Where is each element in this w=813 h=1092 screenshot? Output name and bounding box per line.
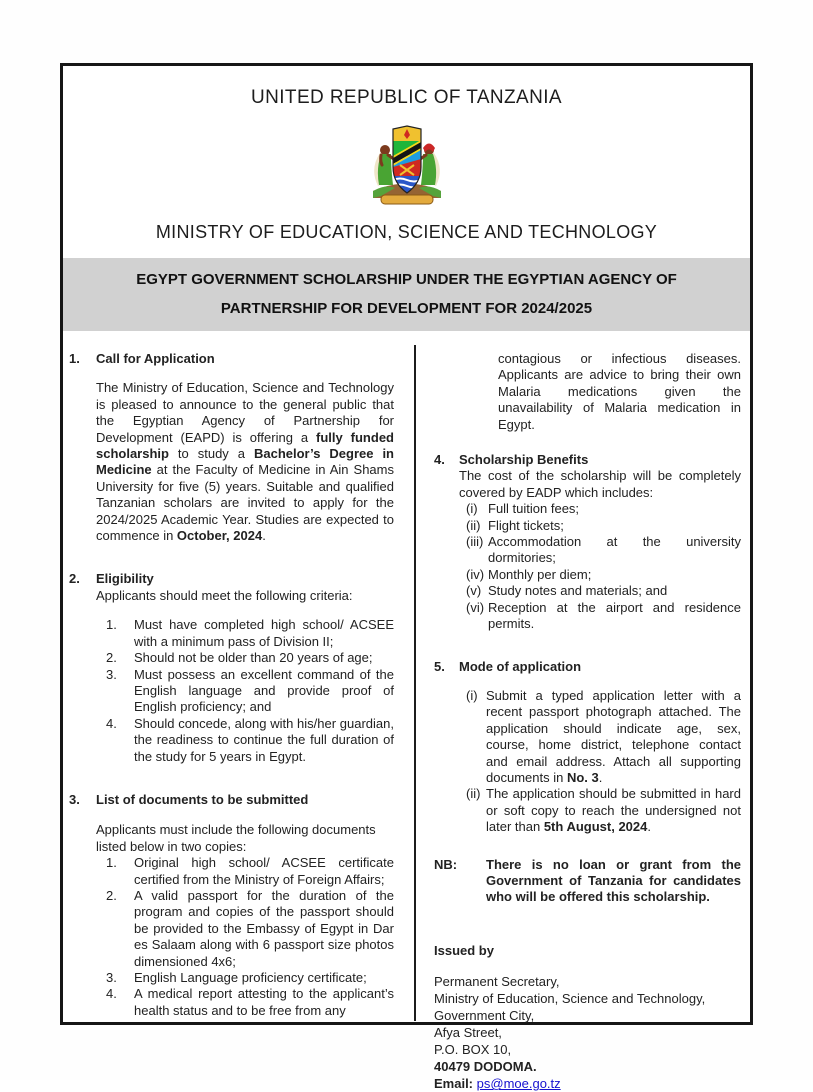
section-5-title: Mode of application bbox=[459, 658, 582, 674]
email-line bbox=[434, 1075, 741, 1092]
tanzania-coat-of-arms-icon bbox=[367, 121, 447, 207]
section-4-heading bbox=[434, 452, 741, 468]
list-item bbox=[466, 600, 741, 633]
section-2-heading bbox=[69, 571, 394, 587]
address-line: Afya Street, bbox=[434, 1025, 502, 1041]
section-1-heading bbox=[69, 351, 394, 367]
list-item bbox=[106, 650, 394, 666]
section-5-heading bbox=[434, 659, 741, 675]
item-number: (iv) bbox=[466, 566, 485, 582]
item-number: 1. bbox=[106, 617, 117, 633]
item-text: Must have completed high school/ ACSEE with a minimum pass of Division II; bbox=[134, 617, 394, 649]
item-text: Accommodation at the university dormitories; bbox=[488, 534, 741, 566]
eligibility-list bbox=[69, 617, 394, 765]
ministry-title: MINISTRY OF EDUCATION, SCIENCE AND TECHNOLOGY bbox=[155, 222, 658, 242]
list-item bbox=[106, 888, 394, 970]
section-4-number: 4. bbox=[434, 452, 445, 468]
item-number: 3. bbox=[106, 666, 117, 682]
item-number: 4. bbox=[106, 715, 117, 731]
item-text: Study notes and materials; and bbox=[488, 583, 668, 599]
item-number: 1. bbox=[106, 855, 117, 871]
item-number: (ii) bbox=[466, 517, 481, 533]
list-item bbox=[106, 970, 394, 986]
left-column bbox=[63, 345, 414, 1029]
section-2-intro: Applicants should meet the following criteria: bbox=[96, 587, 353, 603]
item-number: 4. bbox=[106, 986, 117, 1002]
address-line: Government City, bbox=[434, 1008, 535, 1024]
list-item bbox=[106, 667, 394, 716]
item-number: 2. bbox=[106, 650, 117, 666]
address-line: P.O. BOX 10, bbox=[434, 1042, 512, 1058]
section-2-title: Eligibility bbox=[96, 571, 154, 587]
item-text: Full tuition fees; bbox=[488, 501, 580, 517]
country-title: UNITED REPUBLIC OF TANZANIA bbox=[251, 87, 562, 108]
benefits-list bbox=[466, 501, 741, 632]
item-number: (ii) bbox=[466, 786, 481, 802]
item-text: Flight tickets; bbox=[488, 517, 564, 533]
nb-note bbox=[434, 857, 741, 906]
list-item bbox=[466, 567, 741, 583]
item-text: Should concede, along with his/her guardian, the readiness to continue the full duration of the study for 5 years in Egypt. bbox=[134, 715, 394, 764]
list-item bbox=[106, 986, 394, 1019]
section-4-intro: The cost of the scholarship will be completely covered by EADP which includes: bbox=[459, 468, 741, 500]
item-text: A medical report attesting to the applicant’s health status and to be free from any bbox=[134, 986, 394, 1018]
section-4-title: Scholarship Benefits bbox=[459, 452, 589, 468]
list-item bbox=[466, 518, 741, 534]
list-item bbox=[466, 786, 741, 835]
section-3-title: List of documents to be submitted bbox=[96, 791, 309, 807]
section-2-number: 2. bbox=[69, 571, 80, 587]
list-item bbox=[466, 688, 741, 786]
email-link[interactable]: ps@moe.go.tz bbox=[476, 1076, 561, 1092]
item-text: Reception at the airport and residence permits. bbox=[488, 599, 741, 632]
section-5-number: 5. bbox=[434, 658, 445, 674]
right-column bbox=[416, 345, 750, 1092]
documents-list bbox=[69, 855, 394, 1019]
item-text: The application should be submitted in hard or soft copy to reach the undersigned not later than 5th August, 2024. bbox=[486, 786, 741, 835]
scholarship-banner bbox=[63, 258, 750, 331]
item-text: Monthly per diem; bbox=[488, 566, 592, 582]
emblem-container bbox=[63, 121, 750, 207]
section-3-heading bbox=[69, 792, 394, 808]
item-text: English Language proficiency certificate; bbox=[134, 970, 367, 985]
issuer-address bbox=[434, 973, 741, 1092]
address-line: Ministry of Education, Science and Technology, bbox=[434, 991, 706, 1007]
email-label: Email: bbox=[434, 1076, 474, 1092]
section-3-intro: Applicants must include the following documents listed below in two copies: bbox=[96, 822, 376, 854]
item-number: (iii) bbox=[466, 534, 484, 550]
list-item bbox=[106, 716, 394, 765]
section-1-title: Call for Application bbox=[96, 351, 215, 366]
item-number: (i) bbox=[466, 501, 478, 517]
section-3-number: 3. bbox=[69, 791, 80, 807]
list-item bbox=[466, 534, 741, 567]
item-text: Should not be older than 20 years of age; bbox=[134, 650, 373, 666]
item-number: (vi) bbox=[466, 599, 485, 615]
list-item bbox=[466, 501, 741, 517]
continuation-paragraph: contagious or infectious diseases. Applicants are advice to bring their own Malaria medications given the unavailability of Malaria medication in Egypt. bbox=[498, 351, 741, 432]
mode-of-application-list bbox=[466, 688, 741, 836]
section-1-paragraph: The Ministry of Education, Science and Technology is pleased to announce to the general public that the Egyptian Agency of Partnership for Development (EAPD) is offering a fully funded scholarship to study a Bachelor’s Degree in Medicine at the Faculty of Medicine in Ain Shams University for five (5) years. Suitable and qualified Tanzanian scholars are invited to apply for the 2024/2025 Academic Year. Studies are expected to commence in October, 2024. bbox=[96, 380, 394, 544]
item-number: 3. bbox=[106, 970, 117, 985]
list-item bbox=[106, 855, 394, 888]
item-text: A valid passport for the duration of the program and copies of the passport should be provided to the Embassy of Egypt in Dar es Salaam along with 6 passport size photos dimensioned 4x6; bbox=[134, 887, 394, 969]
item-number: (i) bbox=[466, 687, 478, 703]
list-item bbox=[106, 617, 394, 650]
item-number: 2. bbox=[106, 887, 117, 903]
item-text: Submit a typed application letter with a recent passport photograph attached. The application should indicate age, sex, course, home district, telephone contact and email address. Attach all supporting documents in No. 3. bbox=[486, 687, 741, 785]
list-item bbox=[466, 583, 741, 599]
nb-text: There is no loan or grant from the Government of Tanzania for candidates who will be offered this scholarship. bbox=[486, 856, 741, 905]
item-text: Original high school/ ACSEE certificate certified from the Ministry of Foreign Affairs; bbox=[134, 855, 394, 887]
nb-label: NB: bbox=[434, 856, 458, 872]
item-text: Must possess an excellent command of the English language and provide proof of English proficiency; and bbox=[134, 666, 394, 715]
section-1-number: 1. bbox=[69, 351, 80, 366]
document-frame bbox=[60, 63, 753, 1092]
item-number: (v) bbox=[466, 583, 482, 599]
address-city-line: 40479 DODOMA. bbox=[434, 1059, 537, 1075]
two-column-body bbox=[63, 345, 750, 1092]
banner-title: EGYPT GOVERNMENT SCHOLARSHIP UNDER THE EGYPTIAN AGENCY OF PARTNERSHIP FOR DEVELOPMENT FOR 2024/2025 bbox=[136, 271, 677, 317]
issued-by-heading: Issued by bbox=[434, 942, 494, 958]
address-line: Permanent Secretary, bbox=[434, 974, 560, 990]
